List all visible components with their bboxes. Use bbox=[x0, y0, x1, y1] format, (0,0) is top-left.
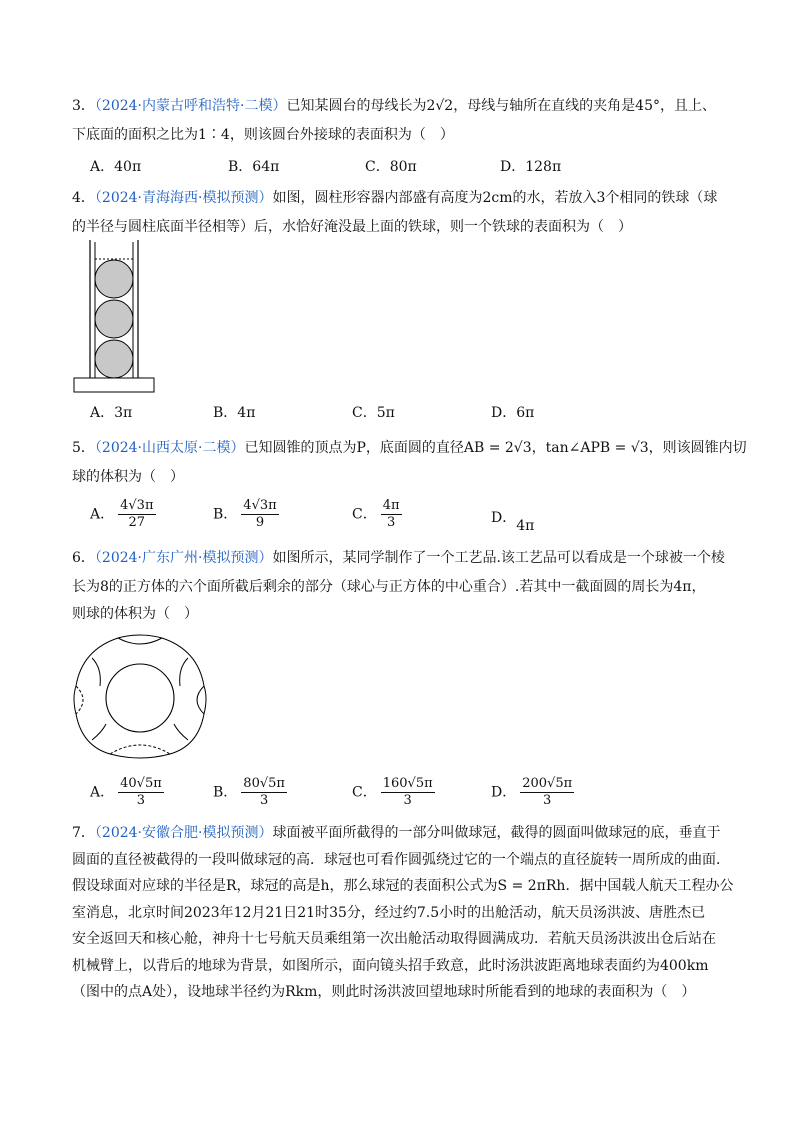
q3-option-c: C．80π bbox=[365, 159, 417, 175]
q6-option-b: B． $\frac{80√5\pi}{3}$ bbox=[213, 776, 285, 808]
q5-number: 5． bbox=[72, 440, 95, 456]
q7-text-line1: 球面被平面所截得的一部分叫做球冠，截得的圆面叫做球冠的底，垂直于 bbox=[272, 825, 721, 841]
q3-line1 bbox=[72, 96, 716, 116]
q3-option-b: B．64π bbox=[228, 159, 280, 175]
iron-ball-middle bbox=[95, 300, 133, 338]
q7-line1 bbox=[72, 823, 720, 843]
q4-line1 bbox=[72, 188, 717, 208]
q4-option-d: D．6π bbox=[491, 405, 535, 421]
q3-text-line2: 下底面的面积之比为1∶4，则该圆台外接球的表面积为（ ） bbox=[72, 127, 454, 143]
q6-option-d: D． $\frac{200√5\pi}{3}$ bbox=[491, 776, 573, 808]
q3-option-a: A．40π bbox=[90, 159, 142, 175]
q7-text-line7: （图中的点A处），设地球半径约为Rkm，则此时汤洪波回望地球时所能看到的地球的表面积为（ ） bbox=[72, 984, 696, 1000]
q7-line5 bbox=[72, 929, 716, 949]
q7-text-line4: 室消息，北京时间2023年12月21日21时35分，经过约7.5小时的出舱活动，航天员汤洪波、唐胜杰已 bbox=[72, 905, 706, 921]
iron-ball-bottom bbox=[95, 340, 133, 378]
q3-source: （2024·内蒙古呼和浩特·二模） bbox=[94, 98, 287, 114]
q3-line2 bbox=[72, 125, 454, 145]
q5-text-line1: 已知圆锥的顶点为P，底面圆的直径AB = 2√3，tan∠APB = √3，则该圆锥内切 bbox=[244, 440, 747, 456]
cylinder-base bbox=[74, 378, 154, 392]
truncated-sphere-figure bbox=[70, 628, 210, 766]
cylinder-balls-figure bbox=[70, 240, 160, 396]
q5-option-b: B． $\frac{4√3\pi}{9}$ bbox=[213, 498, 277, 530]
q7-line3 bbox=[72, 876, 733, 896]
q7-text-line3: 假设球面对应球的半径是R，球冠的高是h，那么球冠的表面积公式为S = 2πRh．据中国载人航天工程办公 bbox=[72, 878, 734, 894]
q4-line2 bbox=[72, 217, 632, 237]
q6-line2 bbox=[72, 577, 705, 597]
q5-option-d: D．4π bbox=[491, 510, 535, 534]
q7-number: 7． bbox=[72, 825, 95, 841]
front-section-circle bbox=[106, 664, 174, 732]
q5-text-line2: 球的体积为（ ） bbox=[72, 469, 184, 485]
q4-text-line1: 如图，圆柱形容器内部盛有高度为2cm的水，若放入3个相同的铁球（球 bbox=[272, 190, 718, 206]
q7-text-line5: 安全返回天和核心舱，神舟十七号航天员乘组第一次出舱活动取得圆满成功．若航天员汤洪波出仓后站在 bbox=[72, 931, 716, 947]
q7-line6 bbox=[72, 956, 708, 976]
q3-number: 3． bbox=[72, 98, 95, 114]
q6-number: 6． bbox=[72, 550, 95, 566]
q6-text-line2: 长为8的正方体的六个面所截后剩余的部分（球心与正方体的中心重合）.若其中一截面圆的周长为4π， bbox=[72, 579, 706, 595]
q4-option-a: A．3π bbox=[90, 405, 133, 421]
q6-text-line3: 则球的体积为（ ） bbox=[72, 606, 198, 622]
q5-option-a: A． $\frac{4√3\pi}{27}$ bbox=[90, 498, 154, 530]
q5-source: （2024·山西太原·二模） bbox=[94, 440, 245, 456]
q5-line2 bbox=[72, 467, 184, 487]
q6-option-a: A． $\frac{40√5\pi}{3}$ bbox=[90, 776, 162, 808]
q7-line2 bbox=[72, 850, 730, 870]
q4-number: 4． bbox=[72, 190, 95, 206]
q7-line4 bbox=[72, 903, 705, 923]
q7-line7 bbox=[72, 982, 695, 1002]
q7-source: （2024·安徽合肥·模拟预测） bbox=[94, 825, 273, 841]
q4-source: （2024·青海海西·模拟预测） bbox=[94, 190, 273, 206]
q6-text-line1: 如图所示，某同学制作了一个工艺品.该工艺品可以看成是一个球被一个棱 bbox=[272, 550, 725, 566]
q4-option-c: C．5π bbox=[352, 405, 395, 421]
q7-text-line6: 机械臂上，以背后的地球为背景，如图所示，面向镜头招手致意，此时汤洪波距离地球表面约为400km bbox=[72, 958, 709, 974]
q4-option-b: B．4π bbox=[213, 405, 256, 421]
q3-text-line1: 已知某圆台的母线长为2√2，母线与轴所在直线的夹角是45°，且上、 bbox=[286, 98, 717, 114]
q6-source: （2024·广东广州·模拟预测） bbox=[94, 550, 273, 566]
q5-line1 bbox=[72, 438, 747, 458]
q3-option-d: D．128π bbox=[500, 159, 562, 175]
iron-ball-top bbox=[95, 260, 133, 298]
q7-text-line2: 圆面的直径被截得的一段叫做球冠的高．球冠也可看作圆弧绕过它的一个端点的直径旋转一周所成的曲面． bbox=[72, 852, 730, 868]
q6-line1 bbox=[72, 548, 725, 568]
q6-option-c: C． $\frac{160√5\pi}{3}$ bbox=[352, 776, 433, 808]
q5-option-c: C． $\frac{4\pi}{3}$ bbox=[352, 498, 400, 530]
q6-line3 bbox=[72, 604, 198, 624]
q4-text-line2: 的半径与圆柱底面半径相等）后，水恰好淹没最上面的铁球，则一个铁球的表面积为（ ） bbox=[72, 219, 632, 235]
